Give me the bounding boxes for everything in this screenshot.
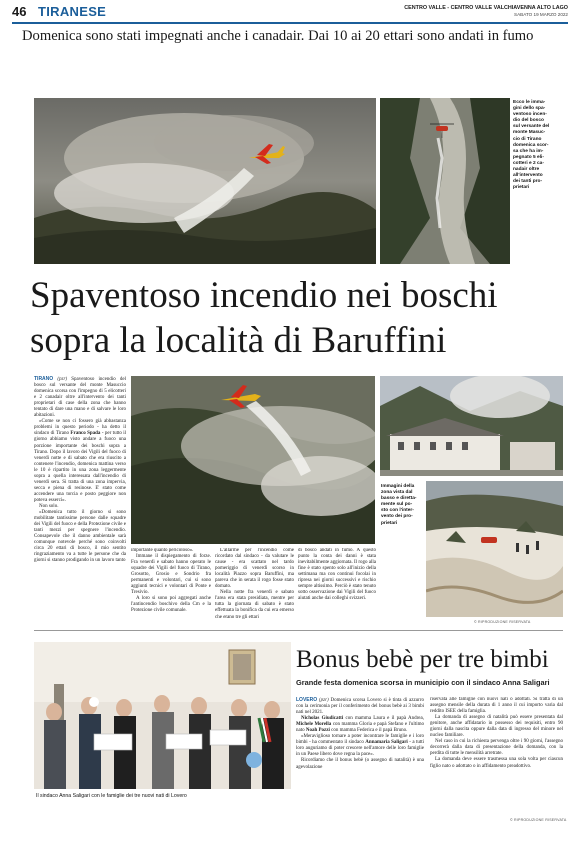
bonus-subtitle: Grande festa domenica scorsa in municipio con il sindaco Anna Saligari — [296, 678, 550, 687]
caption-line: Ecco le imma- — [513, 100, 546, 105]
bonus-paragraph: La domanda di assegno di natalità può essere presentata dal genitore, anche affidatario in possesso dei requisiti, entro 90 giorni dalla nascita oppure dalla data di ingresso del minore nel nucleo familiare. — [430, 715, 563, 739]
photo-canadair-smoke — [34, 98, 376, 264]
section-name: TIRANESE — [38, 4, 107, 19]
caption-line: prietari — [513, 185, 530, 191]
caption-line: domenica scor- — [513, 142, 549, 148]
caption-line: sto con l'inter- — [381, 508, 414, 514]
photo-village-smoke — [380, 376, 563, 476]
article-person-name: Franco Spada — [70, 431, 101, 437]
bonus-author-tag: (pzr) — [318, 698, 329, 703]
header-info — [404, 5, 568, 17]
caption-line: monte Masuc- — [513, 130, 546, 136]
article-paragraph: importante quanto pericoloso». — [131, 548, 194, 553]
article-paragraph: Spaventoso incendio del bosco sul versante del monte Masuccio domenica scorsa con l'impegno di 5 elicotteri e 2 canadair oltre all'intervento dei tanti proprietari di case della zona che hanno tentato di dare una mano e di salvare le loro abitazioni. — [34, 377, 126, 419]
article-column-3 — [215, 548, 294, 620]
caption-line: pegnato 5 eli- — [513, 154, 544, 160]
credit-2: © RIPRODUZIONE RISERVATA — [510, 818, 567, 822]
article-paragraph: A loro si sono poi aggregati anche l'antincendio boschivo della Cm e la Protezione civile comunale. — [131, 596, 211, 614]
section-divider — [34, 630, 563, 631]
article-paragraph: Nella notte fra venerdì e sabato l'area era stata presidiata, mentre per tutta la giornata di sabato è stato effettuata la bonifica da cui era emerso che erano tre gli ettari — [215, 590, 294, 620]
caption-line: dei tanti pro- — [513, 179, 543, 185]
photo-snowy-slope — [426, 481, 563, 617]
caption-line: zona vista dal — [381, 490, 413, 496]
article-paragraph: «Come se non ci fossero già abbastanza problemi in questo periodo - ha detto il sindaco di Tirano — [34, 419, 126, 437]
header-region: CENTRO VALLE - CENTRO VALLE VALCHIAVENNA ALTO LAGO — [404, 5, 568, 11]
bonus-paragraph: - a tutti loro auguriamo di poter crescere nell'amore delle loro famiglie in un Paese libero dove regna la pace». — [296, 740, 424, 758]
article-paragraph: «Domenica tutto il giorno si sono mobilitate tantissime persone dalle squadre dei Vigili del fuoco e della Protezione civile e tanti mezzi per spegnere l'incendio. Consapevole che il danno ambientale sarà comunque notevole perché sono coinvolti circa 20 ettari di bosco, il mio sentito ringraziamento va a tutte le persone che da giorni si stanno prodigando in un lavoro tanto — [34, 510, 126, 564]
bonus-dateline: LOVERO — [296, 697, 318, 703]
caption-line: dio del bosco — [513, 118, 544, 124]
headline-line-1: Spaventoso incendio nei boschi — [30, 275, 498, 316]
caption-line: cio di Tirano — [513, 136, 542, 142]
header-rule — [12, 22, 568, 24]
top-title: Domenica sono stati impegnati anche i canadair. Dai 10 ai 20 ettari sono andati in fumo — [22, 28, 534, 44]
bonus-paragraph: con mamma Laura e il papà Andrea, — [345, 716, 424, 722]
caption-line: Immagini della — [381, 484, 415, 489]
article-column-4 — [298, 548, 376, 620]
photo-helicopter — [380, 98, 510, 264]
caption-line: mente sul po- — [381, 502, 413, 508]
credit-1: © RIPRODUZIONE RISERVATA — [474, 620, 531, 624]
bonus-photo-caption: Il sindaco Anna Saligari con le famiglie dei tre nuovi nati di Lovero — [36, 793, 187, 799]
article-paragraph: Immane il dispiegamento di forze. Fra venerdì e sabato hanno operato le squadre dei Vigili del fuoco di Tirano, Grosotto, Grosio e Sondrio fra permanenti e volontari, cui si sono aggiunti tecnici e volontari di Ponte e Tresivio. — [131, 554, 211, 596]
bonus-paragraph: con mamma Gloria e papà Stefano e l'ultimo nato — [296, 722, 424, 734]
bonus-child-name: Michele Morella — [296, 722, 332, 728]
page-number: 46 — [12, 4, 27, 19]
mid-photo-caption — [381, 484, 423, 527]
article-column-1 — [34, 376, 126, 624]
article-paragraph: - per tutto il giorno abbiamo visto andare a fuoco una porzione importante dei boschi sopra a Tirano. Dopo il lavoro dei Vigili del fuoco di venerdì notte e di sabato che era riuscito a contenere l'incendio, domenica mattina verso le 10 è ripartito in una zona leggermente sopra a quella interessata dall'incendio di venerdì sera. Si tratta di una zona impervia, secca e piena di resinose. E' stato come accendere una torcia e posto peggiore non poteva esserci». — [34, 431, 126, 503]
bonus-paragraph: con mamma Federica e il papà Bruno. — [331, 728, 408, 734]
bonus-mayor-name: Annamaria Saligari — [365, 740, 408, 746]
caption-line: cotteri e 2 ca- — [513, 160, 544, 166]
caption-line: sul versante del — [513, 124, 550, 130]
caption-line: sa che ha im- — [513, 148, 544, 154]
bonus-column-2 — [430, 697, 563, 815]
bonus-title: Bonus bebè per tre bimbi — [296, 646, 549, 673]
bonus-paragraph: Nel caso in cui la richiesta pervenga oltre i 90 giorni, l'assegno decorrerà dalla data di presentazione della domanda, con la perdita di tutte le mensilità arretrate. — [430, 739, 563, 757]
caption-line: gini dello spa- — [513, 106, 546, 112]
article-paragraph: Non solo. — [39, 503, 59, 509]
headline-line-2: sopra la località di Baruffini — [30, 320, 447, 361]
bonus-paragraph: La domanda deve essere trasmessa una sola volta per ciascun figlio nato o adottato o in affidamento preadottivo. — [430, 757, 563, 769]
bonus-child-name: Noah Pozzi — [305, 728, 330, 734]
caption-line: all'intervento — [513, 173, 543, 179]
article-dateline: TIRANO — [34, 376, 54, 382]
bonus-paragraph: Domenica scorsa Lovero si è tinta di azzurro con la cerimonia per il conferimento del bonus bebè ai 3 bimbi nati nel 2021. — [296, 698, 424, 716]
photo-bonus-families — [34, 642, 291, 789]
bonus-child-name: Nicholas Giudicatti — [301, 716, 344, 722]
bonus-paragraph: Ricordiamo che il bonus bebè (o assegno di natalità) è una agevolazione — [296, 758, 424, 770]
caption-line: vento dei pro- — [381, 514, 413, 520]
caption-line: ventoso incen- — [513, 112, 547, 118]
article-paragraph: di bosco andati in fumo. A questo punto la conta dei danni è stata inevitabilmente aggiornata. Il rogo alla fine è stato spento solo all'inizio della settimana ma con continui focolai in ripresa nei giorni successivi e rischio sempre altissimo. Perciò è stato tenuto sotto osservazione dai Vigili del fuoco aiutati anche dai colleghi svizzeri. — [298, 548, 376, 602]
article-column-2 — [131, 548, 211, 620]
caption-line: nadair oltre — [513, 167, 540, 173]
article-author-tag: (pzr) — [57, 377, 68, 382]
bonus-paragraph: riservata alle famiglie con nuovi nati o adottati. Si tratta di un assegno mensile della durata di 1 anno il cui importo varia dal reddito ISEE della famiglia. — [430, 697, 563, 715]
header-date: SABATO 19 MARZO 2022 — [514, 12, 568, 17]
bonus-paragraph: «Meraviglioso tornare a poter incontrare le famiglie e i loro bimbi - ha commentato il sindaco — [296, 734, 424, 746]
top-photo-caption — [513, 100, 563, 191]
caption-line: prietari — [381, 520, 398, 526]
article-paragraph: L'allarme per l'incendio come ricordato dal sindaco - da valutare le cause - era scattato nel tardo pomeriggio di venerdì scorso in località Piazzo sopra Baruffini, ma pareva che in serata il rogo fosse stato domato. — [215, 548, 294, 590]
caption-line: basso e diretta- — [381, 496, 417, 502]
bonus-column-1 — [296, 697, 424, 815]
photo-canadair-hills — [131, 376, 375, 544]
